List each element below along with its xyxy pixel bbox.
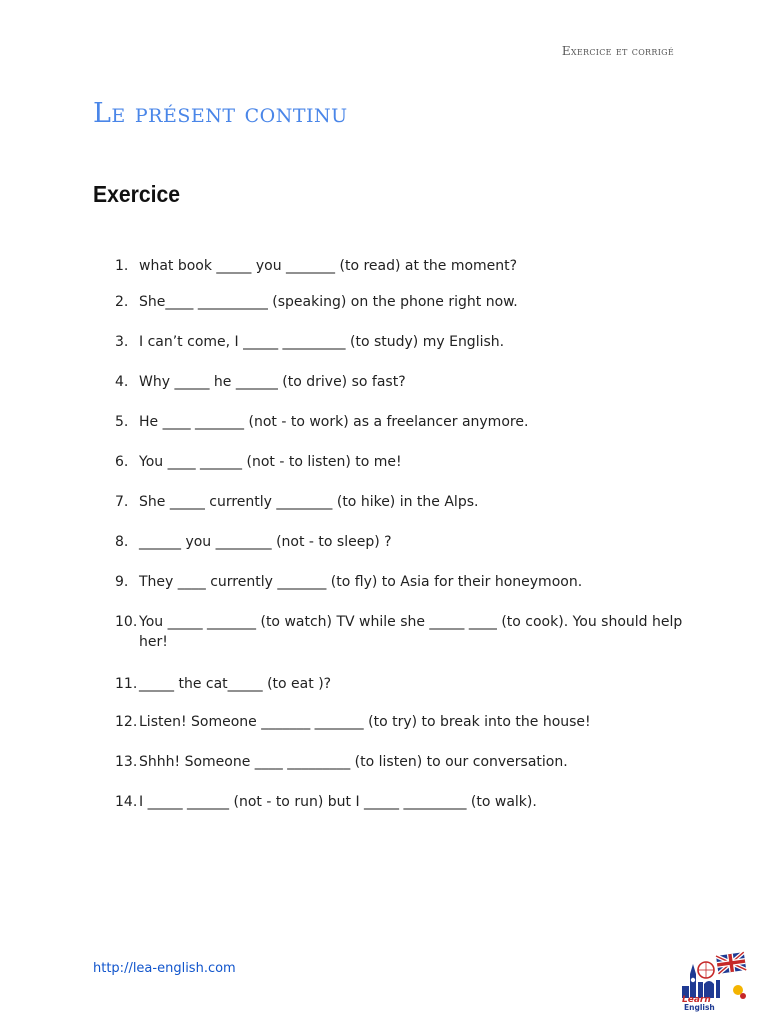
exercise-text: ______ you ________ (not - to sleep) ? <box>139 534 392 550</box>
exercise-text: She _____ currently ________ (to hike) in the Alps. <box>139 494 479 510</box>
exercise-number: 8. <box>115 534 129 550</box>
exercise-item <box>115 452 699 472</box>
page-title: Le présent continu <box>93 98 348 129</box>
exercise-number: 3. <box>115 334 129 350</box>
exercise-text: _____ the cat_____ (to eat )? <box>139 676 332 692</box>
exercise-number: 7. <box>115 494 129 510</box>
exercise-item <box>115 674 699 694</box>
exercise-text: Listen! Someone _______ _______ (to try) to break into the house! <box>139 714 591 730</box>
exercise-number: 2. <box>115 294 129 310</box>
exercise-item <box>115 412 699 432</box>
exercise-item <box>115 372 699 392</box>
exercise-number: 1. <box>115 258 129 274</box>
exercise-number: 12. <box>115 714 138 730</box>
exercise-item <box>115 532 699 552</box>
exercise-number: 14. <box>115 794 138 810</box>
exercise-item <box>115 292 699 312</box>
exercise-text: You _____ _______ (to watch) TV while she _____ ____ (to cook). You should help her! <box>139 614 683 650</box>
union-jack-london-logo-icon <box>676 950 750 1012</box>
exercise-item <box>115 792 699 812</box>
exercise-item <box>115 612 699 652</box>
exercise-item <box>115 492 699 512</box>
exercise-text: I _____ ______ (not - to run) but I _____ _________ (to walk). <box>139 794 537 810</box>
website-link[interactable]: http://lea-english.com <box>93 961 236 976</box>
exercise-text: They ____ currently _______ (to fly) to Asia for their honeymoon. <box>139 574 583 590</box>
exercise-number: 13. <box>115 754 138 770</box>
exercise-number: 6. <box>115 454 129 470</box>
exercise-number: 4. <box>115 374 129 390</box>
exercise-item <box>115 332 699 352</box>
exercise-number: 9. <box>115 574 129 590</box>
exercise-text: what book _____ you _______ (to read) at the moment? <box>139 258 518 274</box>
logo-text-english: English <box>684 1003 715 1012</box>
exercise-item <box>115 572 699 592</box>
exercise-text: Why _____ he ______ (to drive) so fast? <box>139 374 406 390</box>
exercise-text: You ____ ______ (not - to listen) to me! <box>139 454 402 470</box>
exercise-number: 10. <box>115 614 138 630</box>
section-heading: Exercice <box>93 181 181 207</box>
exercise-number: 5. <box>115 414 129 430</box>
exercise-number: 11. <box>115 676 138 692</box>
exercise-item <box>115 256 699 276</box>
exercise-text: She____ __________ (speaking) on the phone right now. <box>139 294 518 310</box>
header-label: Exercice et corrigé <box>561 44 674 58</box>
exercise-text: He ____ _______ (not - to work) as a freelancer anymore. <box>139 414 529 430</box>
exercise-item <box>115 752 699 772</box>
exercise-item <box>115 712 699 732</box>
logo-text-learn: Learn <box>682 995 711 1005</box>
exercise-text: I can’t come, I _____ _________ (to study) my English. <box>139 334 505 350</box>
exercise-text: Shhh! Someone ____ _________ (to listen) to our conversation. <box>139 754 568 770</box>
